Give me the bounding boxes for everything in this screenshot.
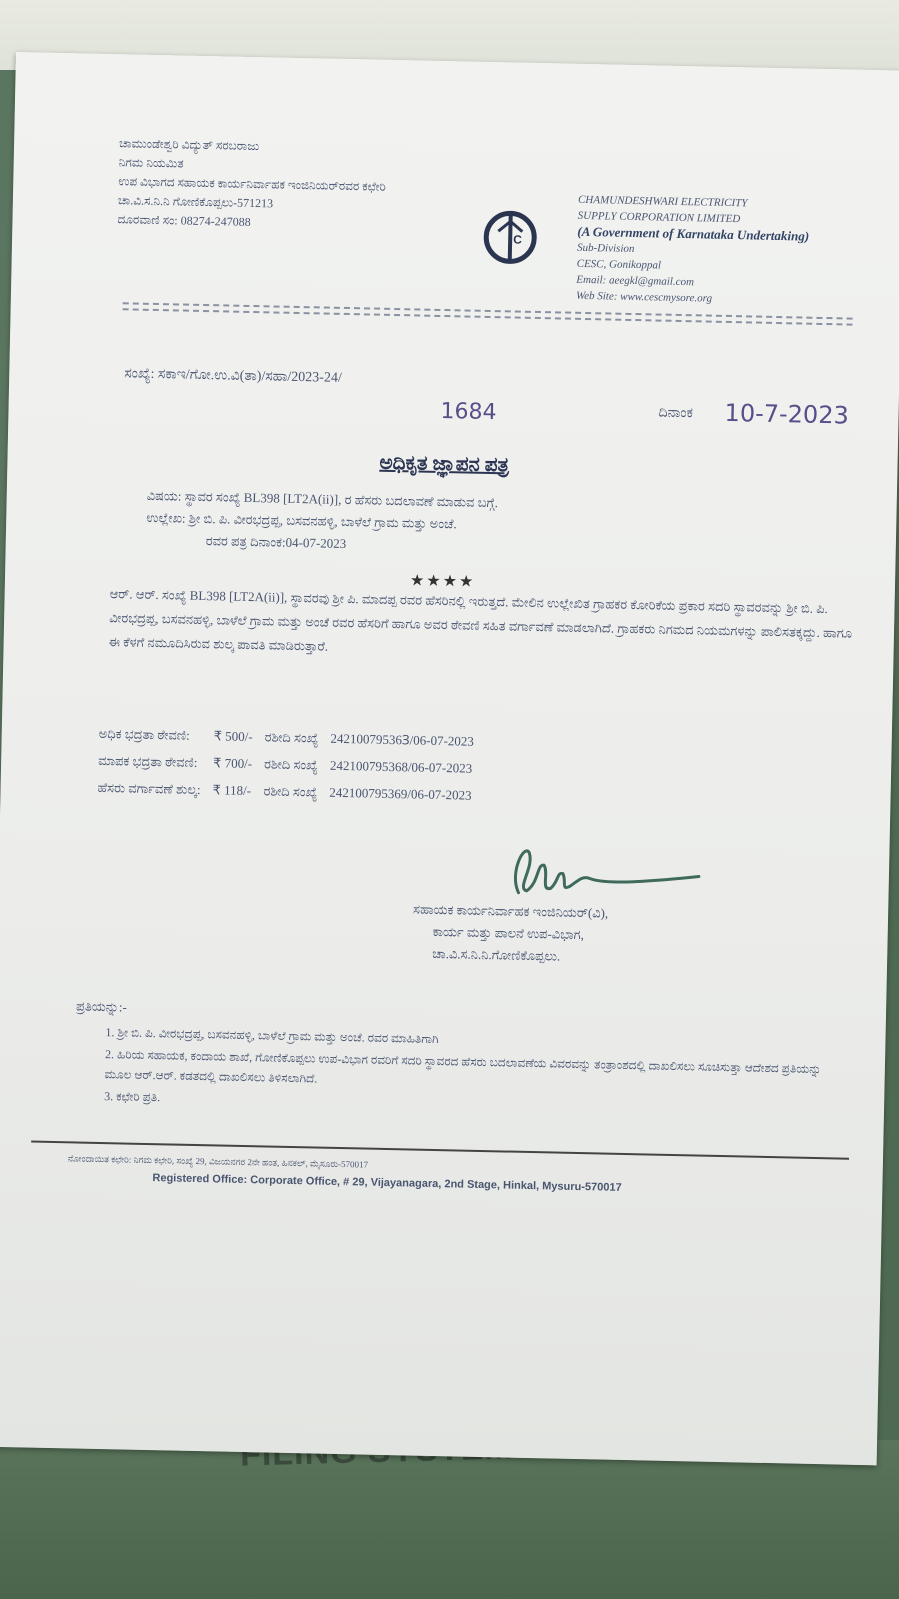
fee-row xyxy=(97,775,483,808)
signatory-office: ಚಾ.ವಿ.ಸ.ನಿ.ನಿ.ಗೋಣಿಕೊಪ್ಪಲು. xyxy=(432,945,561,964)
receipt-label: ರಶೀದಿ ಸಂಖ್ಯೆ xyxy=(263,783,318,800)
signatory-division: ಕಾರ್ಯ ಮತ್ತು ಪಾಲನೆ ಉಪ-ವಿಭಾಗ, xyxy=(432,923,585,943)
website-line: Web Site: www.cescmysore.org xyxy=(575,289,713,305)
document-title: ಅಧಿಕೃತ ಜ್ಞಾಪನ ಪತ್ರ xyxy=(379,451,510,477)
fee-label: ಅಧಿಕ ಭದ್ರತಾ ಠೇವಣಿ: xyxy=(98,725,190,743)
signatory-block xyxy=(412,899,608,969)
government-line: (A Government of Karnataka Undertaking) xyxy=(577,223,810,244)
office-line: CESC, Gonikoppal xyxy=(576,257,662,272)
reference-line: ಉಲ್ಲೇಖ: ಶ್ರೀ ಬಿ. ಪಿ. ವೀರಭದ್ರಪ್ಪ, ಬಸವನಹಳ್ಳಿ, ಬಾಳೆಲೆ ಗ್ರಾಮ ಮತ್ತು ಅಂಚೆ. xyxy=(146,509,457,532)
footer-registered-office: Registered Office: Corporate Office, # 29, Vijayanagara, 2nd Stage, Hinkal, Mysuru-570017 xyxy=(152,1172,622,1194)
header-left-line: ನಿಗಮ ನಿಯಮಿತ xyxy=(118,155,184,171)
reference-number-label: ಸಂಖ್ಯೆ: ಸಕಾಇ/ಗೋ.ಉ.ವಿ(ತಾ)/ಸಹಾ/2023-24/ xyxy=(124,366,342,386)
receipt-label: ರಶೀದಿ ಸಂಖ್ಯೆ xyxy=(263,756,319,773)
date-label: ದಿನಾಂಕ xyxy=(658,405,694,422)
fee-amount: ₹ 700/- xyxy=(212,755,253,772)
company-name-line: SUPPLY CORPORATION LIMITED xyxy=(577,209,741,226)
copies-list xyxy=(104,1022,851,1124)
document-page xyxy=(0,52,899,1465)
fee-table xyxy=(95,719,486,810)
receipt-number: 242100795368/06-07-2023 xyxy=(329,757,473,776)
receipt-label: ರಶೀದಿ ಸಂಖ್ಯೆ xyxy=(264,729,319,746)
cesc-logo-icon xyxy=(480,207,551,268)
header-left-line: ದೂರವಾಣಿ ಸಂ: 08274-247088 xyxy=(117,212,251,229)
header-left-kannada xyxy=(117,134,386,235)
date-handwritten: 10-7-2023 xyxy=(724,398,850,430)
copies-heading: ಪ್ರತಿಯನ್ನು:- xyxy=(75,998,127,1015)
header-left-line: ಚಾಮುಂಡೇಶ್ವರಿ ವಿದ್ಯುತ್ ಸರಬರಾಜು xyxy=(118,136,260,154)
subject-block xyxy=(146,485,767,564)
header-left-line: ಚಾ.ವಿ.ಸ.ನಿ.ನಿ ಗೋಣಿಕೊಪ್ಪಲು-571213 xyxy=(117,193,274,211)
copy-item: 2. ಹಿರಿಯ ಸಹಾಯಕ, ಕಂದಾಯ ಶಾಖೆ, ಗೋಣಿಕೊಪ್ಪಲು ಉಪ-ವಿಭಾಗ ರವರಿಗೆ ಸದರಿ ಸ್ಥಾವರದ ಹೆಸರು ಬದಲಾವಣೆಯ ವಿವರವನ್ನು ತಂತ್ರಾಂಶದಲ್ಲಿ ದಾಖಲಿಸಲು ಸೂಚಿಸುತ್ತಾ ಆದೇಶದ ಪ್ರತಿಯನ್ನು ಮೂಲ ಆರ್.ಆರ್. ಕಡತದಲ್ಲಿ ದಾಖಲಿಸಲು ತಿಳಿಸಲಾಗಿದೆ. xyxy=(104,1047,822,1086)
separator-stars: ★★★★ xyxy=(409,572,476,591)
header-left-line: ಉಪ ವಿಭಾಗದ ಸಹಾಯಕ ಕಾರ್ಯನಿರ್ವಾಹಕ ಇಂಜಿನಿಯರ್‌ರವರ ಕಛೇರಿ xyxy=(118,174,386,194)
fee-amount: ₹ 118/- xyxy=(212,782,252,799)
receipt-number: 24210079536Ɜ/06-07-2023 xyxy=(330,730,475,749)
fee-amount: ₹ 500/- xyxy=(213,728,253,745)
copy-item: 3. ಕಛೇರಿ ಪ್ರತಿ. xyxy=(104,1089,161,1105)
email-line: Email: aeegkl@gmail.com xyxy=(576,273,695,289)
fee-label: ಮಾಪಕ ಭದ್ರತಾ ಠೇವಣಿ: xyxy=(98,752,198,770)
svg-text:C: C xyxy=(513,232,522,247)
reference-date-line: ರವರ ಪತ್ರ ದಿನಾಂಕ:04-07-2023 xyxy=(205,533,347,552)
footer-kannada: ನೋಂದಾಯಿತ ಕಛೇರಿ: ನಿಗಮ ಕಛೇರಿ, ಸಂಖ್ಯೆ 29, ವಿಜಯನಗರ 2ನೇ ಹಂತ, ಹಿನಕಲ್, ಮೈಸೂರು-570017 xyxy=(67,1153,369,1170)
fee-label: ಹೆಸರು ವರ್ಗಾವಣೆ ಶುಲ್ಕ: xyxy=(97,779,201,798)
receipt-number: 242100795369/06-07-2023 xyxy=(329,784,472,803)
company-name-line: CHAMUNDESHWARI ELECTRICITY xyxy=(577,193,748,210)
body-paragraph: ಆರ್. ಆರ್. ಸಂಖ್ಯೆ BL398 [LT2A(ii)], ಸ್ಥಾವರವು ಶ್ರೀ ಪಿ. ಮಾದಪ್ಪ ರವರ ಹೆಸರಿನಲ್ಲಿ ಇರುತ್ತದೆ. ಮೇಲಿನ ಉಲ್ಲೇಖಿತ ಗ್ರಾಹಕರ ಕೋರಿಕೆಯ ಪ್ರಕಾರ ಸದರಿ ಸ್ಥಾವರವನ್ನು ಶ್ರೀ ಬಿ. ಪಿ. ವೀರಭದ್ರಪ್ಪ, ಬಸವನಹಳ್ಳಿ, ಬಾಳೆಲೆ ಗ್ರಾಮ ಮತ್ತು ಅಂಚೆ ರವರ ಹೆಸರಿಗೆ ಹಾಗೂ ಅವರ ಠೇವಣಿ ಸಹಿತ ವರ್ಗಾವಣೆ ಮಾಡಲಾಗಿದೆ. ಗ್ರಾಹಕರು ನಿಗಮದ ನಿಯಮಗಳನ್ನು ಪಾಲಿಸತಕ್ಕದ್ದು. ಹಾಗೂ ಈ ಕೆಳಗೆ ನಮೂದಿಸಿರುವ ಶುಲ್ಕ ಪಾವತಿ ಮಾಡಿರುತ್ತಾರೆ. xyxy=(108,586,853,654)
reference-number-handwritten: 1684 xyxy=(440,398,497,426)
header-right-english xyxy=(576,192,810,309)
signatory-designation: ಸಹಾಯಕ ಕಾರ್ಯನಿರ್ವಾಹಕ ಇಂಜಿನಿಯರ್(ವಿ), xyxy=(412,901,609,921)
subdivision-line: Sub-Division xyxy=(576,241,635,255)
copy-item: 1. ಶ್ರೀ ಬಿ. ಪಿ. ವೀರಭದ್ರಪ್ಪ, ಬಸವನಹಳ್ಳಿ, ಬಾಳೆಲೆ ಗ್ರಾಮ ಮತ್ತು ಅಂಚೆ. ರವರ ಮಾಹಿತಿಗಾಗಿ xyxy=(105,1025,439,1047)
subject-line: ವಿಷಯ: ಸ್ಥಾವರ ಸಂಖ್ಯೆ BL398 [LT2A(ii)], ರ ಹೆಸರು ಬದಲಾವಣೆ ಮಾಡುವ ಬಗ್ಗೆ. xyxy=(146,487,499,511)
